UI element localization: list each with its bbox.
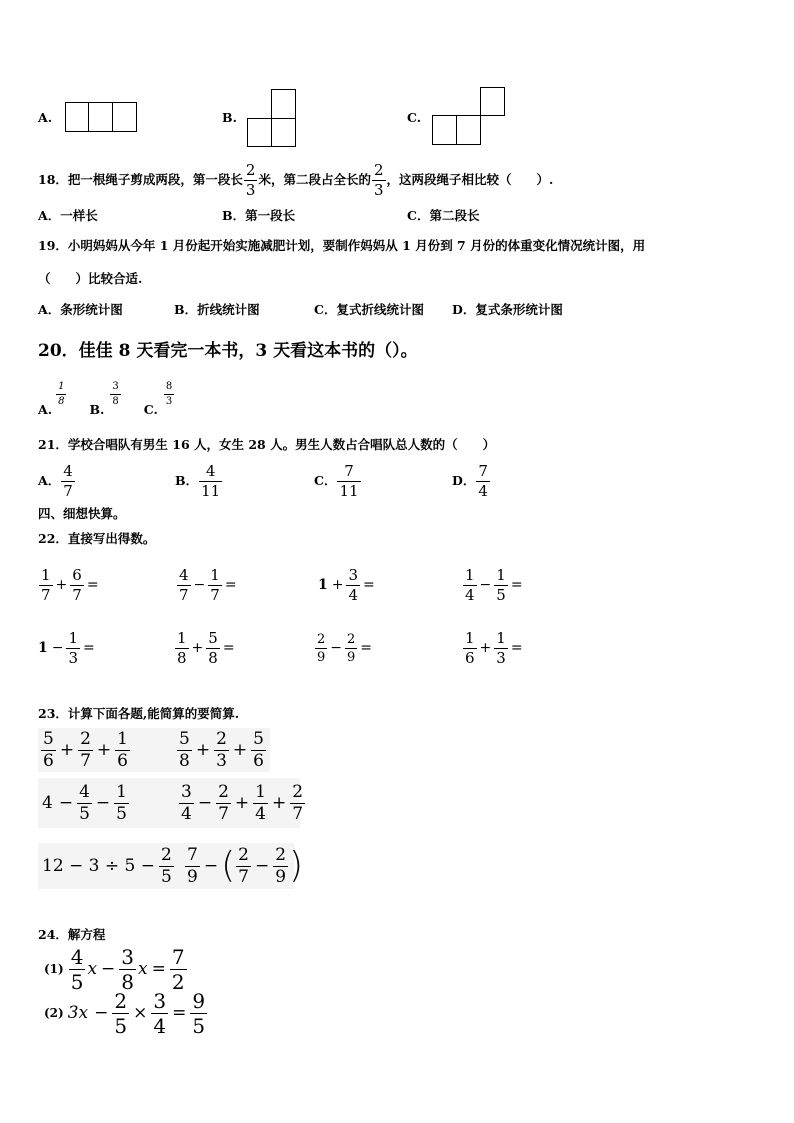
- q21-option-d: [452, 461, 491, 501]
- q18-text-3: ，这两段绳子相比较（ ）.: [386, 172, 554, 187]
- q22-expr-5: 1 − $\frac{1}{3}$ =: [38, 628, 95, 667]
- q23-row-3-expr-b: $\frac{7}{9}$ − ( $\frac{2}{7}$ − $\frac{2}{9}$ ): [187, 844, 304, 887]
- q19-option-b: B．折线统计图: [174, 302, 260, 317]
- q20-option-c-label: C.: [143, 402, 158, 417]
- q18-option-c: C．第二段长: [407, 208, 480, 223]
- q17-option-a-label: A.: [38, 110, 53, 125]
- q20-option-b-fraction: $\frac{3}{8}$: [112, 380, 119, 407]
- q24-equation-1: (1) $\frac{4}{5}$ x − $\frac{3}{8}$ x = $\frac{7}{2}$: [44, 944, 185, 994]
- q21-option-d-fraction: $\frac{7}{4}$: [478, 461, 488, 500]
- q23-row-1-expr-a: $\frac{5}{6}$ + $\frac{2}{7}$ + $\frac{1}{6}$: [43, 728, 128, 771]
- q23-row-1-expr-b: $\frac{5}{8}$ + $\frac{2}{3}$ + $\frac{5}{6}$: [179, 728, 264, 771]
- q22-expr-8: $\frac{1}{6}$ + $\frac{1}{3}$ =: [465, 628, 523, 667]
- q21-option-a-label: A．: [38, 473, 61, 488]
- q21-option-a: [38, 461, 76, 501]
- q18-text-1: 18．把一根绳子剪成两段，第一段长: [38, 172, 243, 187]
- q21-option-c: [314, 461, 362, 501]
- q24-equation-2: (2) 3x − $\frac{2}{5}$ × $\frac{3}{4}$ = $\frac{9}{5}$: [44, 988, 206, 1038]
- q19-line-2: （ ）比较合适.: [38, 271, 143, 286]
- q22-expr-6: $\frac{1}{8}$ + $\frac{5}{8}$ =: [177, 628, 235, 667]
- q21-title: 21．学校合唱队有男生 16 人，女生 28 人。男生人数占合唱队总人数的（ ）: [38, 437, 496, 452]
- q22-expr-2: $\frac{4}{7}$ − $\frac{1}{7}$ =: [179, 565, 237, 604]
- q21-option-c-label: C．: [314, 473, 337, 488]
- q24-title: 24．解方程: [38, 927, 106, 942]
- q18-option-a: A．一样长: [38, 208, 98, 223]
- q20-option-a-fraction: $\frac{1}{8}$: [58, 380, 65, 407]
- q18-option-b: B．第一段长: [222, 208, 296, 223]
- q19-option-d: D．复式条形统计图: [452, 302, 563, 317]
- q23-title: 23．计算下面各题,能简算的要简算.: [38, 706, 240, 721]
- q21-option-c-fraction: $\frac{7}{11}$: [339, 461, 359, 500]
- q20-option-a-label: A.: [38, 402, 53, 417]
- q23-row-3-expr-a: 12 − 3 ÷ 5 − $\frac{2}{5}$: [42, 844, 172, 887]
- q21-option-d-label: D．: [452, 473, 476, 488]
- q20-option-c-fraction: $\frac{8}{3}$: [165, 380, 173, 407]
- q22-expr-3: 1 + $\frac{3}{4}$ =: [318, 565, 375, 604]
- q22-expr-4: $\frac{1}{4}$ − $\frac{1}{5}$ =: [465, 565, 523, 604]
- q22-title: 22．直接写出得数。: [38, 531, 156, 546]
- q20-option-b-label: B.: [89, 402, 105, 417]
- q18-fraction-1: $\frac{2}{3}$: [245, 160, 256, 199]
- q19-option-a: A．条形统计图: [38, 302, 123, 317]
- q19-option-c: C．复式折线统计图: [314, 302, 424, 317]
- q23-row-2-expr-b: $\frac{3}{4}$ − $\frac{2}{7}$ + $\frac{1}{4}$ + $\frac{2}{7}$: [181, 781, 304, 824]
- q22-expr-7: $\frac{2}{9}$ − $\frac{2}{9}$ =: [317, 631, 373, 665]
- q19-line-1: 19．小明妈妈从今年 1 月份起开始实施减肥计划，要制作妈妈从 1 月份到 7 月份的体重变化情况统计图，用: [38, 238, 646, 253]
- q21-option-b-label: B．: [175, 473, 199, 488]
- q18-fraction-2: $\frac{2}{3}$: [373, 160, 384, 199]
- q21-option-b: [175, 461, 223, 501]
- q21-option-b-fraction: $\frac{4}{11}$: [201, 461, 221, 500]
- q17-option-b-label: B.: [222, 110, 237, 125]
- q20-options: [38, 378, 175, 418]
- q18-text-2: 米，第二段占全长的: [258, 172, 371, 187]
- question-18: [38, 160, 553, 200]
- q20-title: 20．佳佳 8 天看完一本书，3 天看这本书的（）。: [38, 341, 418, 361]
- q23-row-2-expr-a: 4 − $\frac{4}{5}$ − $\frac{1}{5}$: [42, 781, 127, 824]
- q22-expr-1: $\frac{1}{7}$ + $\frac{6}{7}$ =: [41, 565, 99, 604]
- q17-option-c-label: C.: [407, 110, 422, 125]
- q21-option-a-fraction: $\frac{4}{7}$: [63, 461, 73, 500]
- section-4-heading: 四、细想快算。: [38, 506, 126, 521]
